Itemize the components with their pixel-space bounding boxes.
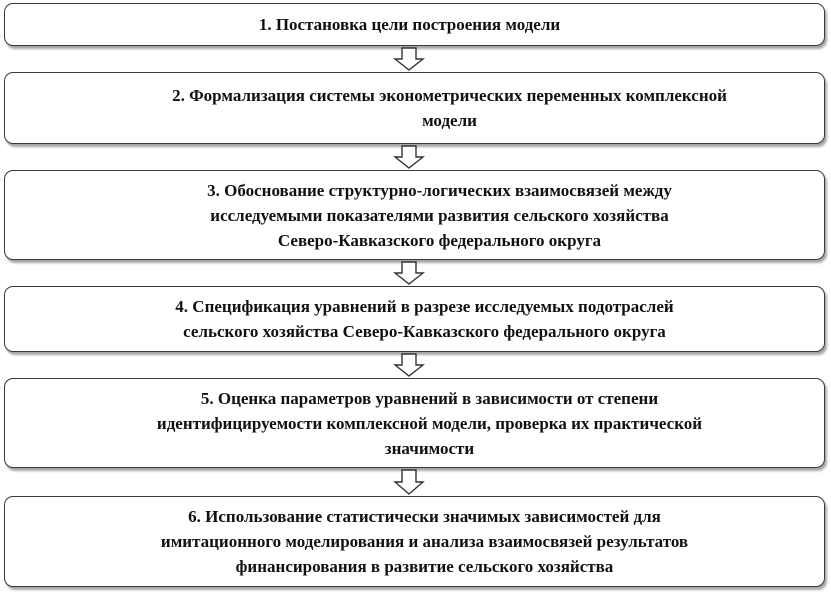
down-arrow-icon: [392, 47, 426, 71]
step-2-box: [4, 72, 825, 144]
step-6-label: 6. Использование статистически значимых зависимостей для имитационного моделирования и анализа взаимосвязей результатов финансирования в развитие сельского хозяйства: [160, 507, 689, 576]
down-arrow-icon: [392, 145, 426, 169]
step-5-label: 5. Оценка параметров уравнений в зависимости от степени идентифицируемости комплексной модели, проверка их практической значимости: [156, 388, 703, 458]
step-3-label: 3. Обоснование структурно-логических взаимосвязей между исследуемыми показателями развития сельского хозяйства Северо-Кавказского федерального округа: [207, 180, 672, 250]
down-arrow-icon: [392, 353, 426, 377]
step-3-box: [4, 170, 825, 260]
step-6-box: [4, 496, 825, 587]
step-4-label: 4. Спецификация уравнений в разрезе исследуемых подотраслей сельского хозяйства Северо-Кавказского федерального округа: [175, 297, 674, 341]
down-arrow-icon: [392, 469, 426, 495]
step-1-box: [4, 3, 825, 46]
step-1-label: 1. Постановка цели построения модели: [258, 15, 561, 34]
down-arrow-icon: [392, 261, 426, 285]
step-2-label: 2. Формализация системы эконометрических переменных комплексной модели: [172, 86, 727, 130]
step-5-box: [4, 378, 825, 468]
step-4-box: [4, 286, 825, 352]
